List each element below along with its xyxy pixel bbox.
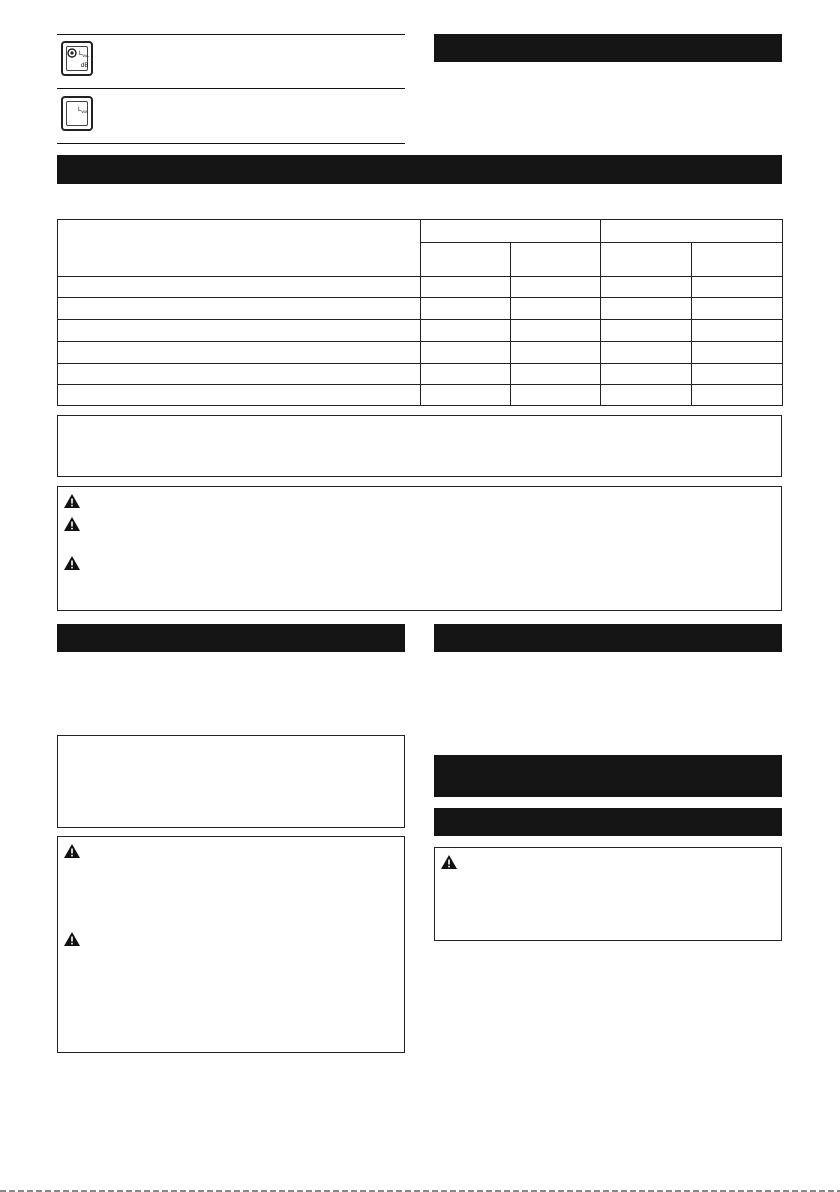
table-cell (692, 364, 783, 385)
warning-triangle-icon (64, 932, 80, 946)
section-heading-bar (57, 624, 405, 652)
table-cell (511, 364, 601, 385)
table-cell (692, 320, 783, 342)
table-cell (421, 364, 511, 385)
table-header-cell (421, 243, 511, 277)
table-header-cell (692, 243, 783, 277)
gear-icon (66, 47, 78, 59)
sound-pressure-level-icon (61, 96, 93, 131)
icon-level-label: $L_{WA}$ (78, 107, 88, 115)
section-heading-bar (434, 755, 782, 797)
page-bottom-edge (0, 1186, 840, 1192)
icon-db-label: dB (81, 63, 89, 69)
legend-rule-bottom (57, 143, 405, 144)
table-cell (58, 320, 421, 342)
table-cell (511, 320, 601, 342)
table-cell (58, 298, 421, 320)
table-cell (58, 385, 421, 406)
table-row (58, 385, 783, 406)
table-cell (692, 298, 783, 320)
table-cell (421, 385, 511, 406)
table-cell (692, 277, 783, 298)
section-heading-bar (434, 624, 782, 652)
note-box (57, 735, 405, 828)
table-header-cell (601, 243, 692, 277)
table-header-cell (58, 220, 421, 277)
warning-triangle-icon (64, 517, 80, 531)
table-cell (421, 277, 511, 298)
table-cell (692, 385, 783, 406)
table-cell (511, 385, 601, 406)
table-cell (601, 320, 692, 342)
section-heading-bar (434, 808, 782, 836)
table-cell (58, 364, 421, 385)
icon-level-label: $L_{WA}$ (79, 51, 89, 59)
table-cell (58, 277, 421, 298)
note-box (57, 415, 782, 477)
section-heading-bar (434, 34, 782, 62)
table-row (58, 298, 783, 320)
table-cell (601, 277, 692, 298)
warning-triangle-icon (64, 556, 80, 570)
table-cell (421, 298, 511, 320)
table-cell (601, 364, 692, 385)
section-heading-bar (57, 155, 782, 184)
legend-rule-middle (57, 88, 405, 89)
table-cell (58, 342, 421, 364)
table-cell (601, 298, 692, 320)
warning-triangle-icon (441, 855, 457, 869)
table-row (58, 342, 783, 364)
sound-power-level-icon (61, 41, 93, 76)
table-cell (692, 342, 783, 364)
table-header-row (58, 220, 783, 243)
table-row (58, 364, 783, 385)
legend-rule-top (57, 34, 405, 35)
table-row (58, 320, 783, 342)
warning-box (57, 486, 782, 611)
table-cell (601, 342, 692, 364)
warning-box (434, 847, 782, 941)
table-cell (511, 342, 601, 364)
warning-triangle-icon (64, 844, 80, 858)
specifications-table (57, 219, 783, 406)
table-cell (511, 298, 601, 320)
warning-triangle-icon (64, 494, 80, 508)
table-cell (421, 320, 511, 342)
table-cell (421, 342, 511, 364)
table-header-cell (511, 243, 601, 277)
table-cell (601, 385, 692, 406)
table-cell (511, 277, 601, 298)
table-header-cell (421, 220, 601, 243)
warning-box (57, 836, 405, 1053)
table-header-cell (601, 220, 783, 243)
table-row (58, 277, 783, 298)
